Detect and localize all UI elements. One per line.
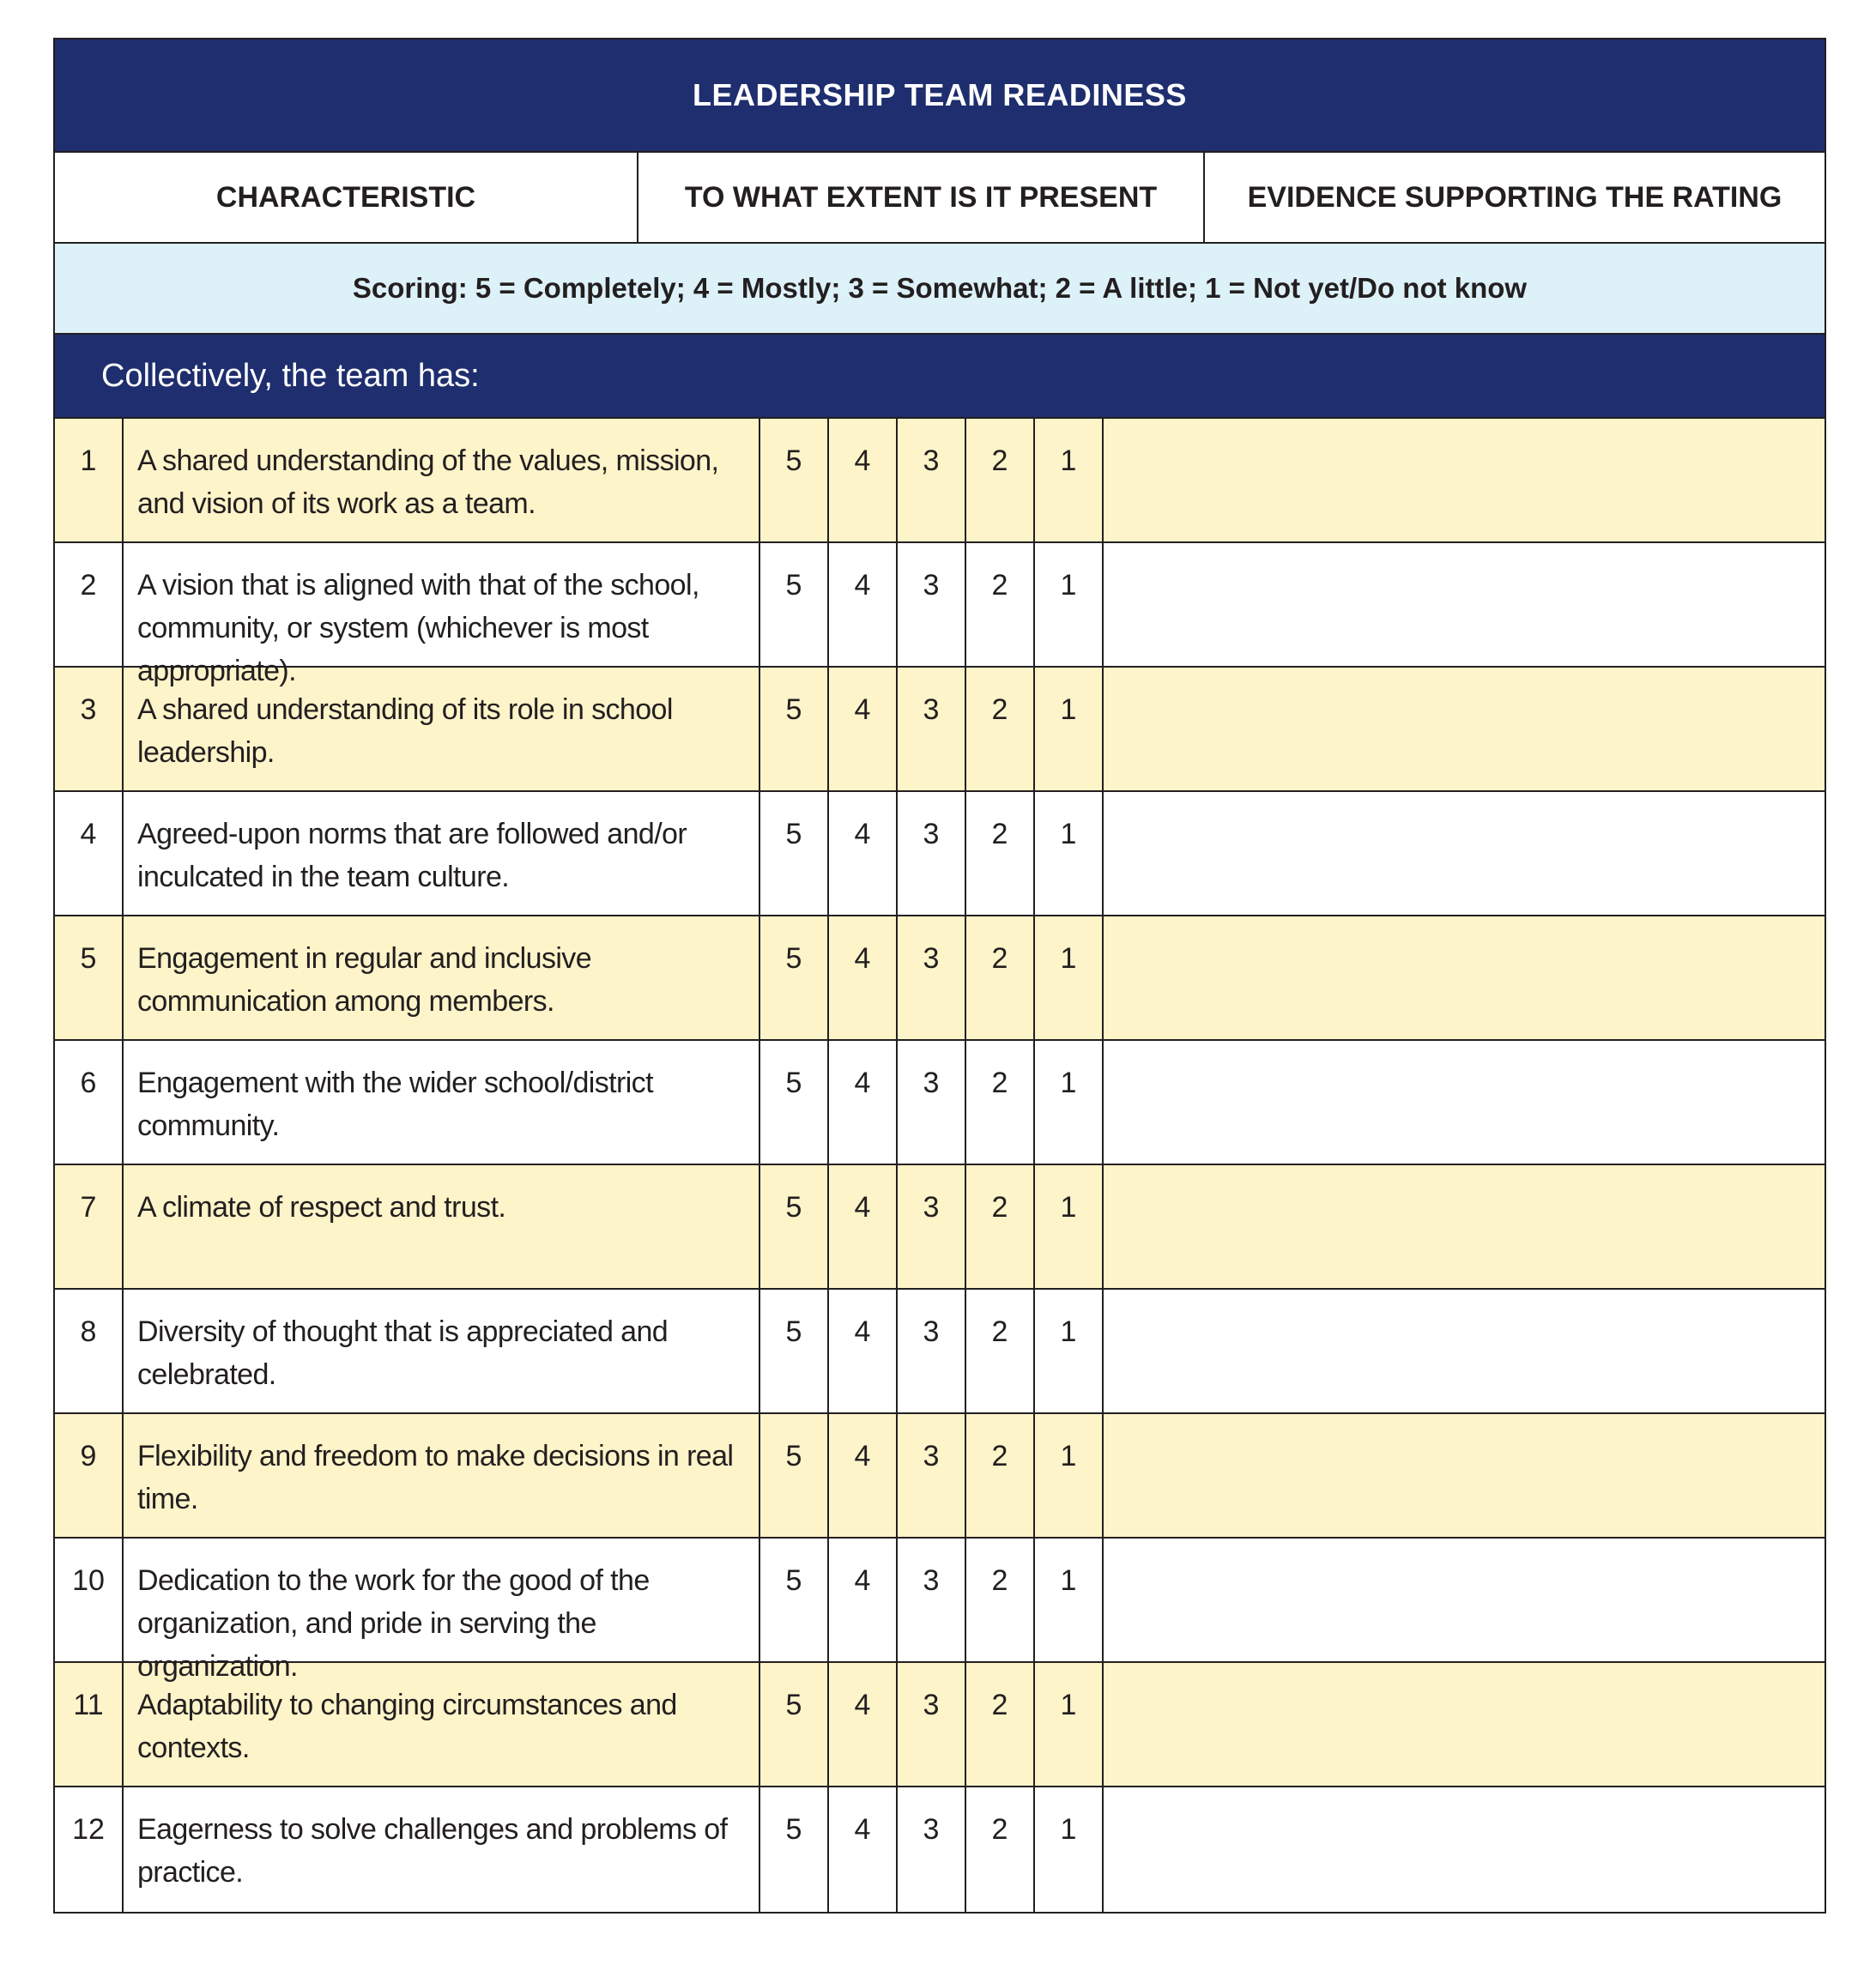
table-row bbox=[55, 1787, 1825, 1912]
score-option-2[interactable]: 2 bbox=[966, 1414, 1035, 1537]
row-number: 12 bbox=[55, 1787, 124, 1912]
header-extent: TO WHAT EXTENT IS IT PRESENT bbox=[638, 153, 1205, 242]
row-number: 9 bbox=[55, 1414, 124, 1537]
score-option-2[interactable]: 2 bbox=[966, 668, 1035, 790]
score-option-3[interactable]: 3 bbox=[898, 1165, 966, 1288]
score-option-1[interactable]: 1 bbox=[1035, 792, 1104, 915]
evidence-field[interactable] bbox=[1104, 1663, 1825, 1786]
row-number: 5 bbox=[55, 916, 124, 1039]
score-option-3[interactable]: 3 bbox=[898, 668, 966, 790]
characteristic-text: A vision that is aligned with that of the school, community, or system (whichever is most appropriate). bbox=[124, 543, 760, 666]
table-row bbox=[55, 1414, 1825, 1539]
score-option-2[interactable]: 2 bbox=[966, 1290, 1035, 1412]
score-option-5[interactable]: 5 bbox=[760, 1041, 829, 1164]
row-number: 7 bbox=[55, 1165, 124, 1288]
score-option-4[interactable]: 4 bbox=[829, 916, 898, 1039]
score-option-3[interactable]: 3 bbox=[898, 1663, 966, 1786]
score-option-4[interactable]: 4 bbox=[829, 792, 898, 915]
score-option-2[interactable]: 2 bbox=[966, 916, 1035, 1039]
score-option-3[interactable]: 3 bbox=[898, 792, 966, 915]
header-characteristic: CHARACTERISTIC bbox=[55, 153, 638, 242]
score-option-4[interactable]: 4 bbox=[829, 1041, 898, 1164]
score-option-2[interactable]: 2 bbox=[966, 543, 1035, 666]
table-row bbox=[55, 543, 1825, 687]
characteristic-text: A shared understanding of the values, mission, and vision of its work as a team. bbox=[124, 419, 760, 541]
characteristic-text: Diversity of thought that is appreciated and celebrated. bbox=[124, 1290, 760, 1412]
evidence-field[interactable] bbox=[1104, 916, 1825, 1039]
score-option-1[interactable]: 1 bbox=[1035, 1414, 1104, 1537]
score-option-1[interactable]: 1 bbox=[1035, 1041, 1104, 1164]
score-option-3[interactable]: 3 bbox=[898, 1787, 966, 1912]
column-headers bbox=[55, 153, 1825, 244]
score-option-3[interactable]: 3 bbox=[898, 1414, 966, 1537]
table-row bbox=[55, 1539, 1825, 1683]
section-heading: Collectively, the team has: bbox=[55, 335, 1825, 419]
score-option-1[interactable]: 1 bbox=[1035, 419, 1104, 541]
score-option-3[interactable]: 3 bbox=[898, 419, 966, 541]
evidence-field[interactable] bbox=[1104, 1414, 1825, 1537]
row-number: 4 bbox=[55, 792, 124, 915]
table-row bbox=[55, 668, 1825, 792]
score-option-5[interactable]: 5 bbox=[760, 1787, 829, 1912]
score-option-2[interactable]: 2 bbox=[966, 1787, 1035, 1912]
characteristic-text: Dedication to the work for the good of the organization, and pride in serving the organization. bbox=[124, 1539, 760, 1661]
table-row bbox=[55, 792, 1825, 916]
score-option-1[interactable]: 1 bbox=[1035, 1165, 1104, 1288]
score-option-4[interactable]: 4 bbox=[829, 1290, 898, 1412]
score-option-5[interactable]: 5 bbox=[760, 1165, 829, 1288]
table-title: LEADERSHIP TEAM READINESS bbox=[55, 39, 1825, 153]
score-option-3[interactable]: 3 bbox=[898, 916, 966, 1039]
score-option-1[interactable]: 1 bbox=[1035, 1539, 1104, 1661]
table-row bbox=[55, 1290, 1825, 1414]
row-number: 11 bbox=[55, 1663, 124, 1786]
score-option-4[interactable]: 4 bbox=[829, 1663, 898, 1786]
row-number: 1 bbox=[55, 419, 124, 541]
row-number: 6 bbox=[55, 1041, 124, 1164]
score-option-2[interactable]: 2 bbox=[966, 1041, 1035, 1164]
evidence-field[interactable] bbox=[1104, 668, 1825, 790]
table-row bbox=[55, 916, 1825, 1041]
evidence-field[interactable] bbox=[1104, 1290, 1825, 1412]
evidence-field[interactable] bbox=[1104, 1041, 1825, 1164]
score-option-2[interactable]: 2 bbox=[966, 792, 1035, 915]
score-option-2[interactable]: 2 bbox=[966, 1539, 1035, 1661]
characteristic-text: Engagement in regular and inclusive communication among members. bbox=[124, 916, 760, 1039]
score-option-4[interactable]: 4 bbox=[829, 668, 898, 790]
score-option-2[interactable]: 2 bbox=[966, 1165, 1035, 1288]
characteristic-text: Adaptability to changing circumstances and contexts. bbox=[124, 1663, 760, 1786]
score-option-5[interactable]: 5 bbox=[760, 1663, 829, 1786]
score-option-4[interactable]: 4 bbox=[829, 1539, 898, 1661]
row-number: 2 bbox=[55, 543, 124, 666]
scoring-legend: Scoring: 5 = Completely; 4 = Mostly; 3 = Somewhat; 2 = A little; 1 = Not yet/Do not know bbox=[55, 244, 1825, 335]
score-option-4[interactable]: 4 bbox=[829, 419, 898, 541]
evidence-field[interactable] bbox=[1104, 543, 1825, 666]
score-option-3[interactable]: 3 bbox=[898, 543, 966, 666]
evidence-field[interactable] bbox=[1104, 419, 1825, 541]
table-body bbox=[55, 419, 1825, 1912]
evidence-field[interactable] bbox=[1104, 792, 1825, 915]
score-option-5[interactable]: 5 bbox=[760, 668, 829, 790]
score-option-5[interactable]: 5 bbox=[760, 1290, 829, 1412]
evidence-field[interactable] bbox=[1104, 1165, 1825, 1288]
score-option-1[interactable]: 1 bbox=[1035, 1787, 1104, 1912]
score-option-2[interactable]: 2 bbox=[966, 1663, 1035, 1786]
score-option-1[interactable]: 1 bbox=[1035, 668, 1104, 790]
table-row bbox=[55, 1041, 1825, 1165]
score-option-5[interactable]: 5 bbox=[760, 1414, 829, 1537]
row-number: 8 bbox=[55, 1290, 124, 1412]
header-evidence: EVIDENCE SUPPORTING THE RATING bbox=[1247, 180, 1782, 214]
score-option-5[interactable]: 5 bbox=[760, 543, 829, 666]
evidence-field[interactable] bbox=[1104, 1787, 1825, 1912]
row-number: 10 bbox=[55, 1539, 124, 1661]
evidence-field[interactable] bbox=[1104, 1539, 1825, 1661]
score-option-5[interactable]: 5 bbox=[760, 916, 829, 1039]
row-number: 3 bbox=[55, 668, 124, 790]
score-option-4[interactable]: 4 bbox=[829, 1787, 898, 1912]
score-option-4[interactable]: 4 bbox=[829, 1165, 898, 1288]
score-option-3[interactable]: 3 bbox=[898, 1290, 966, 1412]
score-option-5[interactable]: 5 bbox=[760, 1539, 829, 1661]
characteristic-text: Flexibility and freedom to make decisions in real time. bbox=[124, 1414, 760, 1537]
score-option-3[interactable]: 3 bbox=[898, 1539, 966, 1661]
characteristic-text: A shared understanding of its role in school leadership. bbox=[124, 668, 760, 790]
score-option-1[interactable]: 1 bbox=[1035, 1663, 1104, 1786]
score-option-1[interactable]: 1 bbox=[1035, 543, 1104, 666]
table-row bbox=[55, 1663, 1825, 1787]
score-option-3[interactable]: 3 bbox=[898, 1041, 966, 1164]
table-row bbox=[55, 1165, 1825, 1290]
readiness-table bbox=[53, 38, 1826, 1914]
characteristic-text: A climate of respect and trust. bbox=[124, 1165, 760, 1288]
score-option-1[interactable]: 1 bbox=[1035, 916, 1104, 1039]
table-row bbox=[55, 419, 1825, 543]
score-option-4[interactable]: 4 bbox=[829, 1414, 898, 1537]
score-option-5[interactable]: 5 bbox=[760, 419, 829, 541]
score-option-1[interactable]: 1 bbox=[1035, 1290, 1104, 1412]
score-option-2[interactable]: 2 bbox=[966, 419, 1035, 541]
score-option-4[interactable]: 4 bbox=[829, 543, 898, 666]
characteristic-text: Agreed-upon norms that are followed and/or inculcated in the team culture. bbox=[124, 792, 760, 915]
characteristic-text: Eagerness to solve challenges and problems of practice. bbox=[124, 1787, 760, 1912]
score-option-5[interactable]: 5 bbox=[760, 792, 829, 915]
characteristic-text: Engagement with the wider school/district community. bbox=[124, 1041, 760, 1164]
